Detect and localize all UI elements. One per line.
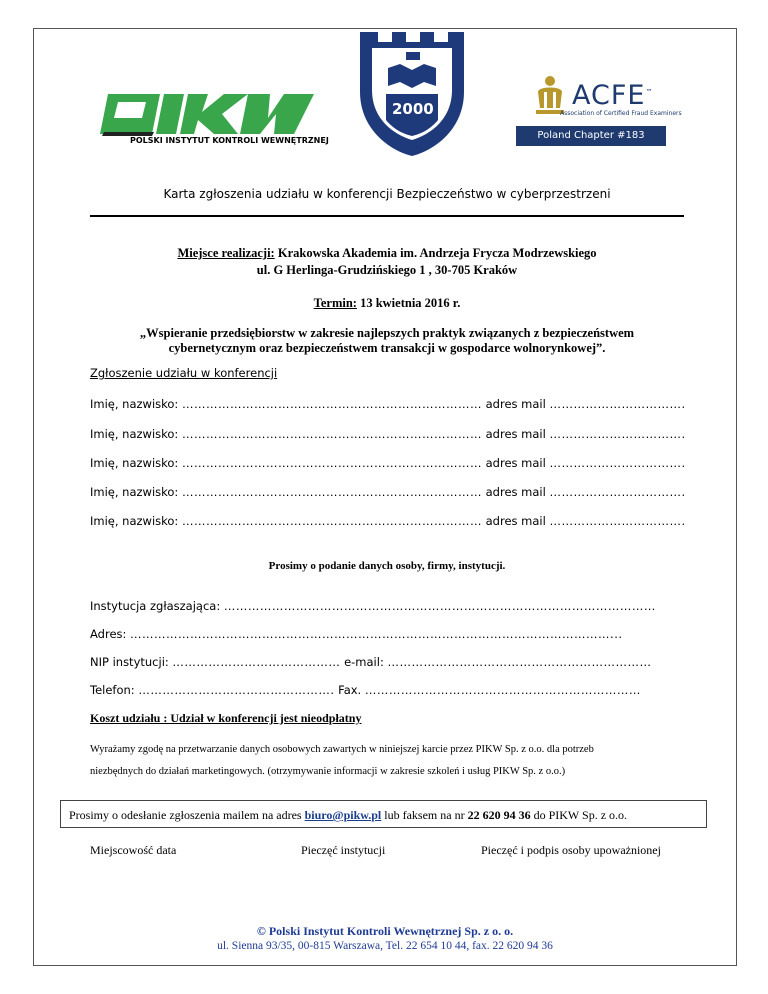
date-value: 13 kwietnia 2016 r. — [356, 296, 461, 310]
name-label: Imię, nazwisko: — [90, 427, 179, 441]
footer-company: © Polski Instytut Kontroli Wewnętrznej Sp. z o. o. — [256, 924, 514, 938]
document-title: Karta zgłoszenia udziału w konferencji Bezpieczeństwo w cyberprzestrzeni — [163, 187, 611, 201]
nip-row[interactable] — [90, 655, 672, 669]
title-rule — [90, 215, 684, 217]
footer-address: ul. Sienna 93/35, 00-815 Warszawa, Tel. 22 654 10 44, fax. 22 620 94 36 — [217, 940, 553, 952]
send-instructions-box — [60, 800, 707, 828]
signature-label: Pieczęć i podpis osoby upoważnionej — [481, 843, 661, 857]
acfe-subtitle: Association of Certified Fraud Examiners — [560, 110, 682, 117]
fax-field[interactable]: …………………………………………………………… — [364, 683, 641, 697]
date-label: Termin: — [313, 296, 357, 310]
mail-label: adres mail — [485, 397, 546, 411]
mail-label: adres mail — [485, 485, 546, 499]
date-line — [90, 296, 684, 311]
academy-crest-graphic — [358, 28, 466, 158]
project-title-line1: „Wspieranie przedsiębiorstw w zakresie najlepszych praktyk związanych z bezpieczeństwem — [139, 326, 635, 340]
fax-label: Fax. — [338, 683, 362, 697]
pikw-logo — [98, 92, 329, 150]
email-field[interactable]: ………………………………………………………… — [387, 655, 652, 669]
venue-name: Krakowska Akademia im. Andrzeja Frycza Modrzewskiego — [274, 246, 597, 260]
participant-row[interactable] — [90, 456, 686, 470]
acfe-tm: ™ — [645, 88, 654, 96]
mail-field[interactable]: ……………………………. — [549, 427, 686, 441]
institution-row[interactable] — [90, 599, 672, 613]
name-field[interactable]: ………………………………………………………………… — [181, 456, 482, 470]
send-text-after: do PIKW Sp. z o.o. — [530, 808, 628, 822]
address-field[interactable]: …………………………………………………………………………………………………………... — [130, 627, 623, 641]
name-field[interactable]: ………………………………………………………………… — [181, 427, 482, 441]
academy-year: 2000 — [392, 100, 434, 118]
send-text-middle: lub faksem na nr — [381, 808, 468, 822]
section-heading: Zgłoszenie udziału w konferencji — [90, 366, 278, 380]
fax-number: 22 620 94 36 — [467, 808, 531, 822]
nip-field[interactable]: …………………………………… — [172, 655, 341, 669]
name-label: Imię, nazwisko: — [90, 397, 179, 411]
stamp-label: Pieczęć instytucji — [301, 843, 386, 857]
acfe-name-text: ACFE — [572, 80, 646, 111]
participant-row[interactable] — [90, 397, 686, 411]
institution-field[interactable]: ……………………………………………………………………………………………… — [223, 599, 656, 613]
address-row[interactable] — [90, 627, 672, 641]
phone-label: Telefon: — [90, 683, 135, 697]
phone-field[interactable]: …………………………………………. — [138, 683, 335, 697]
participant-row[interactable] — [90, 514, 686, 528]
acfe-name — [572, 80, 653, 111]
mail-field[interactable]: ……………………………. — [549, 485, 686, 499]
acfe-logo — [516, 74, 682, 150]
nip-label: NIP instytucji: — [90, 655, 169, 669]
name-field[interactable]: ………………………………………………………………… — [181, 485, 482, 499]
mail-label: adres mail — [485, 427, 546, 441]
request-data-note: Prosimy o podanie danych osoby, firmy, instytucji. — [268, 560, 506, 572]
academy-crest — [358, 28, 466, 158]
project-title-line2: cybernetycznym oraz bezpieczeństwem transakcji w gospodarce wolnorynkowej”. — [168, 341, 606, 355]
phone-row[interactable] — [90, 683, 672, 697]
consent-line2: niezbędnych do działań marketingowych. (otrzymywanie informacji w zakresie szkoleń i usług PIKW Sp. z o.o.) — [90, 766, 566, 777]
mail-label: adres mail — [485, 456, 546, 470]
name-label: Imię, nazwisko: — [90, 456, 179, 470]
cost-note: Koszt udziału : Udział w konferencji jest nieodpłatny — [90, 711, 362, 725]
send-text-before: Prosimy o odesłanie zgłoszenia mailem na adres — [69, 808, 305, 822]
email-link[interactable]: biuro@pikw.pl — [304, 808, 382, 822]
name-field[interactable]: ………………………………………………………………… — [181, 514, 482, 528]
acfe-chapter-badge: Poland Chapter #183 — [516, 126, 666, 146]
participant-row[interactable] — [90, 485, 686, 499]
venue-label: Miejsce realizacji: — [177, 246, 275, 260]
pikw-logo-graphic — [98, 92, 316, 136]
mail-field[interactable]: ……………………………. — [549, 397, 686, 411]
pikw-caption: POLSKI INSTYTUT KONTROLI WEWNĘTRZNEJ — [130, 136, 329, 145]
participant-row[interactable] — [90, 427, 686, 441]
venue-address: ul. G Herlinga-Grudzińskiego 1 , 30-705 Kraków — [256, 263, 518, 277]
name-label: Imię, nazwisko: — [90, 485, 179, 499]
email-label: e-mail: — [344, 655, 384, 669]
address-label: Adres: — [90, 627, 127, 641]
place-date-label: Miejscowość data — [90, 843, 177, 857]
venue-line — [90, 246, 684, 261]
mail-field[interactable]: ……………………………. — [549, 456, 686, 470]
consent-line1: Wyrażamy zgodę na przetwarzanie danych osobowych zawartych w niniejszej karcie przez PIKW Sp. z o.o. dla potrzeb — [90, 744, 594, 755]
name-label: Imię, nazwisko: — [90, 514, 179, 528]
institution-label: Instytucja zgłaszająca: — [90, 599, 221, 613]
mail-label: adres mail — [485, 514, 546, 528]
mail-field[interactable]: ……………………………. — [549, 514, 686, 528]
name-field[interactable]: ………………………………………………………………… — [181, 397, 482, 411]
